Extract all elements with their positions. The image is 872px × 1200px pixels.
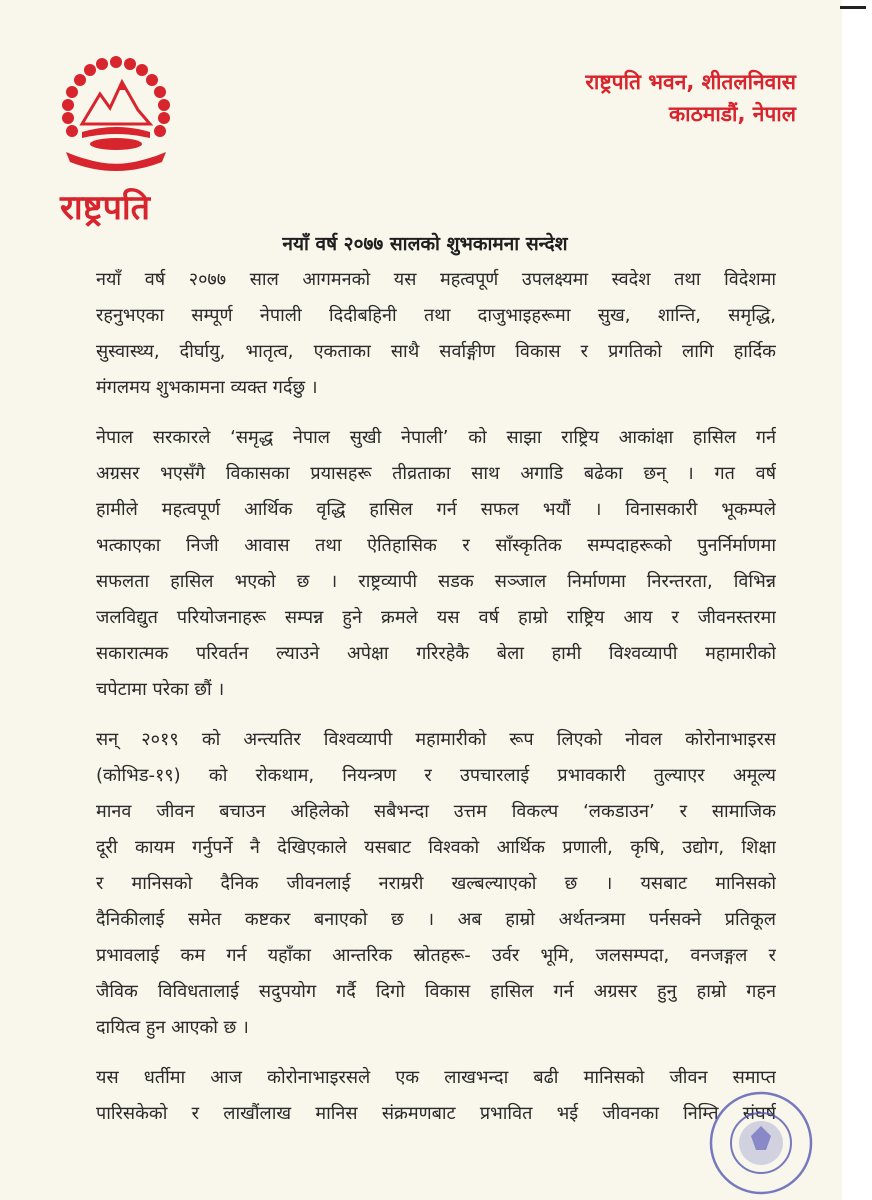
text-line: दैनिकीलाई समेत कष्टकर बनाएको छ । अब हाम्रो अर्थतन्त्रमा पर्नसक्ने प्रतिकूल bbox=[96, 909, 776, 930]
address-line-2: काठमाडौं, नेपाल bbox=[669, 102, 796, 126]
text-line: दूरी कायम गर्नुपर्ने नै देखिएकाले यसबाट विश्वको आर्थिक प्रणाली, कृषि, उद्योग, शिक्षा bbox=[96, 837, 776, 858]
text-line: जैविक विविधतालाई सदुपयोग गर्दै दिगो विकास हासिल गर्न अग्रसर हुनु हाम्रो गहन bbox=[96, 981, 776, 1002]
sender-address bbox=[585, 66, 796, 130]
emblem-title: राष्ट्रपति bbox=[60, 188, 151, 228]
text-line: मानव जीवन बचाउन अहिलेको सबैभन्दा उत्तम विकल्प ‘लकडाउन’ र सामाजिक bbox=[96, 801, 776, 822]
text-line: सन् २०१९ को अन्त्यतिर विश्वव्यापी महामारीको रूप लिएको नोवल कोरोनाभाइरस bbox=[96, 729, 776, 750]
text-line: नयाँ वर्ष २०७७ साल आगमनको यस महत्वपूर्ण उपलक्ष्यमा स्वदेश तथा विदेशमा bbox=[96, 269, 776, 290]
text-line: यस धर्तीमा आज कोरोनाभाइरसले एक लाखभन्दा बढी मानिसको जीवन समाप्त bbox=[96, 1067, 776, 1088]
text-line: र मानिसको दैनिक जीवनलाई नराम्ररी खल्बल्याएको छ । यसबाट मानिसको bbox=[96, 873, 776, 894]
text-line: मंगलमय शुभकामना व्यक्त गर्दछु । bbox=[96, 377, 318, 398]
text-line: भत्काएका निजी आवास तथा ऐतिहासिक र साँस्कृतिक सम्पदाहरूको पुनर्निर्माणमा bbox=[96, 535, 776, 556]
top-rule bbox=[840, 6, 866, 9]
text-line: पारिसकेको र लाखौंलाख मानिस संक्रमणबाट प्रभावित भई जीवनका निम्ति संघर्ष bbox=[96, 1103, 776, 1124]
message-body bbox=[96, 262, 776, 1146]
national-emblem-icon bbox=[56, 52, 176, 172]
message-title: नयाँ वर्ष २०७७ सालको शुभकामना सन्देश bbox=[282, 233, 568, 255]
text-line: चपेटामा परेका छौं । bbox=[96, 679, 225, 700]
text-line: जलविद्युत परियोजनाहरू सम्पन्न हुने क्रमले यस वर्ष हाम्रो राष्ट्रिय आय र जीवनस्तरमा bbox=[96, 607, 776, 628]
text-line: हामीले महत्वपूर्ण आर्थिक वृद्धि हासिल गर्न सफल भयौं । विनासकारी भूकम्पले bbox=[96, 499, 776, 520]
paragraph-1 bbox=[96, 262, 776, 406]
address-line-1: राष्ट्रपति भवन, शीतलनिवास bbox=[585, 70, 796, 94]
text-line: रहनुभएका सम्पूर्ण नेपाली दिदीबहिनी तथा दाजुभाइहरूमा सुख, शान्ति, समृद्धि, bbox=[96, 305, 776, 326]
text-line: (कोभिड-१९) को रोकथाम, नियन्त्रण र उपचारलाई प्रभावकारी तुल्याएर अमूल्य bbox=[96, 765, 776, 786]
page-edge bbox=[842, 0, 872, 1200]
paragraph-2 bbox=[96, 420, 776, 708]
text-line: अग्रसर भएसँगै विकासका प्रयासहरू तीव्रताका साथ अगाडि बढेका छन् । गत वर्ष bbox=[96, 463, 776, 484]
text-line: सकारात्मक परिवर्तन ल्याउने अपेक्षा गरिरहेकै बेला हामी विश्वव्यापी महामारीको bbox=[96, 643, 776, 664]
text-line: सुस्वास्थ्य, दीर्घायु, भातृत्व, एकताका साथै सर्वाङ्गीण विकास र प्रगतिको लागि हार्दिक bbox=[96, 341, 776, 362]
text-line: नेपाल सरकारले ‘समृद्ध नेपाल सुखी नेपाली’ को साझा राष्ट्रिय आकांक्षा हासिल गर्न bbox=[96, 427, 776, 448]
text-line: दायित्व हुन आएको छ । bbox=[96, 1017, 249, 1038]
office-stamp-icon bbox=[706, 1086, 816, 1200]
paragraph-4 bbox=[96, 1060, 776, 1132]
text-line: प्रभावलाई कम गर्न यहाँका आन्तरिक स्रोतहरू- उर्वर भूमि, जलसम्पदा, वनजङ्गल र bbox=[96, 945, 776, 966]
text-line: सफलता हासिल भएको छ । राष्ट्रव्यापी सडक सञ्जाल निर्माणमा निरन्तरता, विभिन्न bbox=[96, 571, 776, 592]
paragraph-3 bbox=[96, 722, 776, 1046]
